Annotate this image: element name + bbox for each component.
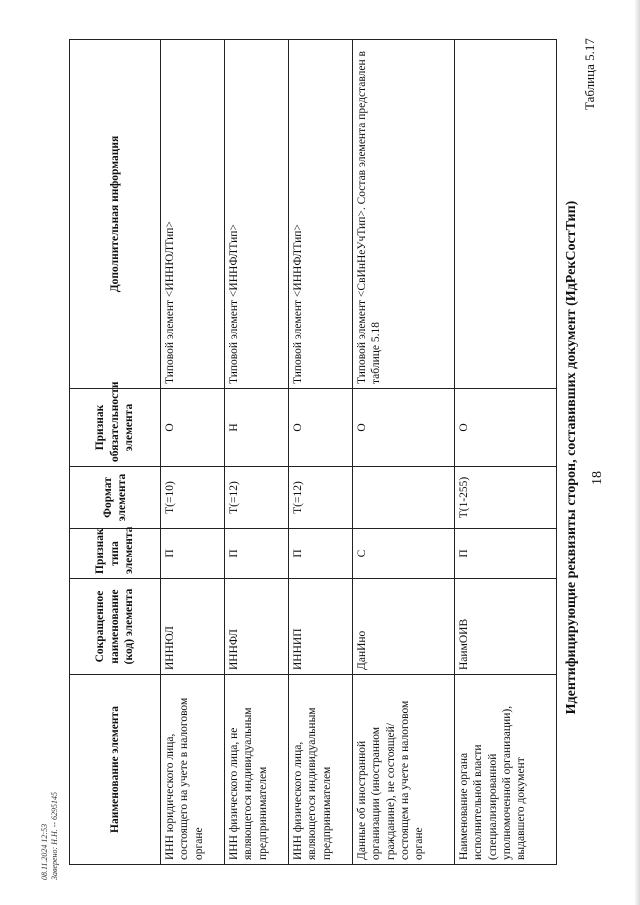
cell-name: ИНН физического лица, не являющегося индивидуальным предпринимателем xyxy=(224,675,288,865)
cell-info: Типовой элемент <СвИнНеУчТип>. Состав элемента представлен в таблице 5.18 xyxy=(352,40,454,389)
cell-code: ИННФЛ xyxy=(224,579,288,675)
table-row xyxy=(454,40,556,865)
cell-required: О xyxy=(161,389,225,467)
cell-info: Типовой элемент <ИННФЛТип> xyxy=(288,40,352,389)
cell-info xyxy=(454,40,556,389)
header-element-type: Признак типа элемента xyxy=(70,529,161,579)
cell-type: П xyxy=(454,529,556,579)
table-header-row xyxy=(70,40,161,865)
cell-format: T(1-255) xyxy=(454,467,556,529)
cell-name: ИНН юридического лица, состоящего на учете в налоговом органе xyxy=(161,675,225,865)
cell-code: НаимОИВ xyxy=(454,579,556,675)
stamp-date: 08.11.2024 12:53 xyxy=(40,823,49,880)
cell-name: Данные об иностранной организации (иностранном гражданине), не состоящей/состоящем на учете в налоговом органе xyxy=(352,675,454,865)
table-row xyxy=(288,40,352,865)
cell-type: П xyxy=(161,529,225,579)
table-title: Идентифицирующие реквизиты сторон, составивших документ (ИдРекСостТип) xyxy=(564,200,579,715)
header-additional-info: Дополнительная информация xyxy=(70,40,161,389)
cell-name: ИНН физического лица, являющегося индивидуальным предпринимателем xyxy=(288,675,352,865)
cell-code: ДанИно xyxy=(352,579,454,675)
table-row xyxy=(224,40,288,865)
stamp-signer: Заверено: Н.Н. -- 6295145 xyxy=(49,791,59,880)
cell-required: О xyxy=(352,389,454,467)
cell-required: О xyxy=(454,389,556,467)
scan-edge-shadow xyxy=(634,0,640,905)
cell-format: T(=10) xyxy=(161,467,225,529)
table-caption: Таблица 5.17 xyxy=(582,38,597,110)
cell-format xyxy=(352,467,454,529)
table-row xyxy=(352,40,454,865)
header-element-code: Сокращенное наименование (код) элемента xyxy=(70,579,161,675)
cell-info: Типовой элемент <ИННФЛТип> xyxy=(224,40,288,389)
rotated-content xyxy=(34,35,634,880)
cell-type: П xyxy=(224,529,288,579)
header-element-format: Формат элемента xyxy=(70,467,161,529)
table-row xyxy=(161,40,225,865)
cell-name: Наименование органа исполнительной власти (специализированной уполномоченной организации), выдавшего документ xyxy=(454,675,556,865)
cell-format: T(=12) xyxy=(288,467,352,529)
cell-format: T(=12) xyxy=(224,467,288,529)
cell-type: П xyxy=(288,529,352,579)
cell-type: С xyxy=(352,529,454,579)
header-element-required: Признак обязательности элемента xyxy=(70,389,161,467)
cell-info: Типовой элемент <ИННЮЛТип> xyxy=(161,40,225,389)
requisites-table xyxy=(69,39,557,865)
header-element-name: Наименование элемента xyxy=(70,675,161,865)
cell-code: ИННЮЛ xyxy=(161,579,225,675)
cell-required: Н xyxy=(224,389,288,467)
cell-code: ИННИП xyxy=(288,579,352,675)
cell-required: О xyxy=(288,389,352,467)
page-number: 18 xyxy=(590,471,605,485)
signature-stamp xyxy=(40,792,59,880)
